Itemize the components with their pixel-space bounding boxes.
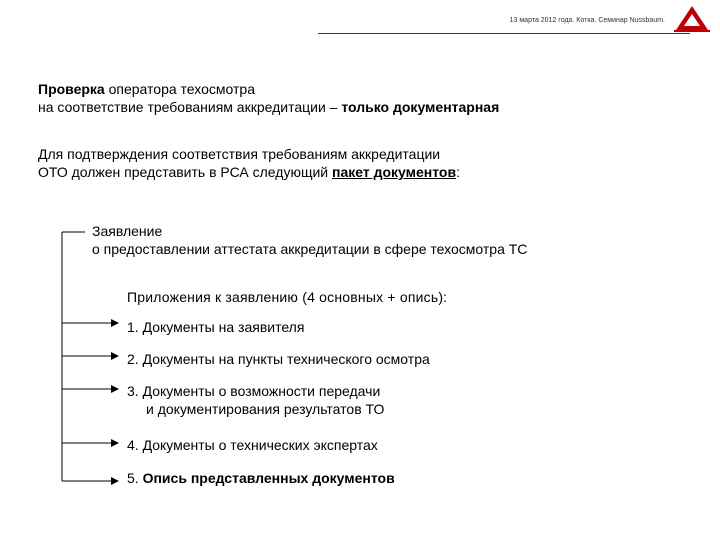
title-line-1: Проверка оператора техосмотра <box>38 81 255 97</box>
document-package-emphasis: пакет документов <box>332 164 457 180</box>
list-item: 5. Опись представленных документов <box>127 470 395 486</box>
title-line-2: на соответствие требованиям аккредитации – только документарная <box>38 99 500 115</box>
header-caption: 13 марта 2012 года. Котка. Семинар Nussbaum. <box>509 17 665 24</box>
list-item: 1. Документы на заявителя <box>127 319 305 335</box>
list-item: 3. Документы о возможности передачи и документирования результатов ТО <box>127 383 385 417</box>
list-item: 4. Документы о технических экспертах <box>127 437 378 453</box>
application-heading: Заявление о предоставлении аттестата аккредитации в сфере техосмотра ТС <box>92 223 528 257</box>
intro-paragraph: Для подтверждения соответствия требованиям аккредитации ОТО должен представить в РСА следующий пакет документов: <box>38 146 460 180</box>
attachments-heading: Приложения к заявлению (4 основных + опись): <box>127 289 448 305</box>
list-item: 2. Документы на пункты технического осмотра <box>127 351 430 367</box>
